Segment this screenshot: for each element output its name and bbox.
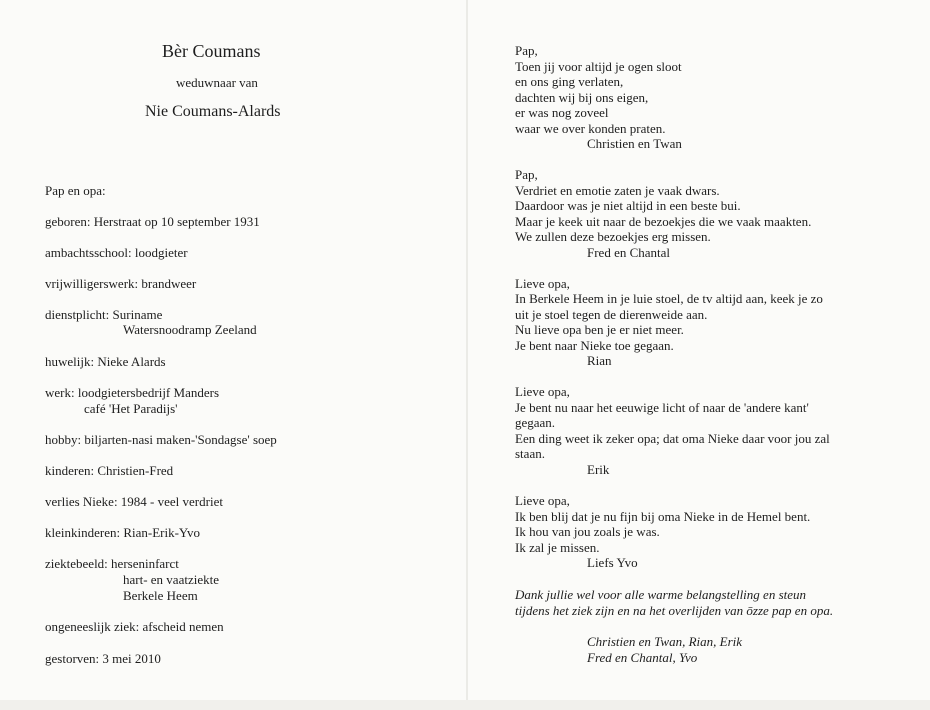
message-line: Pap, — [515, 43, 538, 58]
bio-incurable: ongeneeslijk ziek: afscheid nemen — [45, 619, 224, 634]
bio-illness-3: Berkele Heem — [123, 588, 198, 603]
message-signature: Fred en Chantal — [587, 245, 671, 260]
message-line: Lieve opa, — [515, 384, 570, 399]
thanks-signature: Christien en Twan, Rian, Erik — [587, 634, 743, 649]
message-line: Je bent nu naar het eeuwige licht of naar de 'andere kant' — [515, 400, 809, 415]
bio-service-2: Watersnoodramp Zeeland — [123, 322, 257, 337]
thanks-line: tijdens het ziek zijn en na het overlijden van ōzze pap en opa. — [515, 603, 834, 618]
card-bottom-edge — [0, 700, 930, 710]
bio-children: kinderen: Christien-Fred — [45, 463, 174, 478]
relation-label: weduwnaar van — [176, 75, 258, 90]
thanks-signature: Fred en Chantal, Yvo — [587, 650, 698, 665]
message-line: Ik hou van jou zoals je was. — [515, 524, 660, 539]
message-line: staan. — [515, 446, 545, 461]
bio-illness-2: hart- en vaatziekte — [123, 572, 219, 587]
message-line: We zullen deze bezoekjes erg missen. — [515, 229, 711, 244]
bio-loss: verlies Nieke: 1984 - veel verdriet — [45, 494, 223, 509]
message-signature: Rian — [587, 353, 612, 368]
deceased-name: Bèr Coumans — [162, 41, 261, 61]
message-line: Ik ben blij dat je nu fijn bij oma Nieke in de Hemel bent. — [515, 509, 811, 524]
bio-intro: Pap en opa: — [45, 183, 106, 198]
message-line: Je bent naar Nieke toe gegaan. — [515, 338, 674, 353]
bio-hobby: hobby: biljarten-nasi maken-'Sondagse' soep — [45, 432, 277, 447]
bio-service: dienstplicht: Suriname — [45, 307, 163, 322]
message-line: waar we over konden praten. — [515, 121, 666, 136]
message-line: Toen jij voor altijd je ogen sloot — [515, 59, 682, 74]
bio-work-2: café 'Het Paradijs' — [84, 401, 178, 416]
message-line: Een ding weet ik zeker opa; dat oma Nieke daar voor jou zal — [515, 431, 830, 446]
bio-work: werk: loodgietersbedrijf Manders — [45, 385, 220, 400]
bio-grandchildren: kleinkinderen: Rian-Erik-Yvo — [45, 525, 201, 540]
message-line: er was nog zoveel — [515, 105, 609, 120]
message-line: Daardoor was je niet altijd in een beste bui. — [515, 198, 741, 213]
message-signature: Liefs Yvo — [587, 555, 638, 570]
bio-marriage: huwelijk: Nieke Alards — [45, 354, 166, 369]
message-signature: Christien en Twan — [587, 136, 682, 151]
message-line: dachten wij bij ons eigen, — [515, 90, 649, 105]
message-line: Ik zal je missen. — [515, 540, 600, 555]
message-line: Lieve opa, — [515, 493, 570, 508]
message-line: In Berkele Heem in je luie stoel, de tv altijd aan, keek je zo — [515, 291, 823, 306]
bio-died: gestorven: 3 mei 2010 — [45, 651, 161, 666]
bio-school: ambachtsschool: loodgieter — [45, 245, 188, 260]
thanks-line: Dank jullie wel voor alle warme belangstelling en steun — [515, 587, 807, 602]
card-fold — [466, 0, 468, 710]
bio-illness: ziektebeeld: herseninfarct — [45, 556, 179, 571]
message-line: en ons ging verlaten, — [515, 74, 624, 89]
bio-volunteer: vrijwilligerswerk: brandweer — [45, 276, 197, 291]
message-line: Verdriet en emotie zaten je vaak dwars. — [515, 183, 720, 198]
bio-born: geboren: Herstraat op 10 september 1931 — [45, 214, 260, 229]
message-line: Pap, — [515, 167, 538, 182]
message-line: Maar je keek uit naar de bezoekjes die we vaak maakten. — [515, 214, 812, 229]
message-signature: Erik — [587, 462, 610, 477]
spouse-name: Nie Coumans-Alards — [145, 103, 281, 120]
message-line: gegaan. — [515, 415, 556, 430]
message-line: Lieve opa, — [515, 276, 570, 291]
message-line: uit je stoel tegen de dierenweide aan. — [515, 307, 708, 322]
message-line: Nu lieve opa ben je er niet meer. — [515, 322, 684, 337]
